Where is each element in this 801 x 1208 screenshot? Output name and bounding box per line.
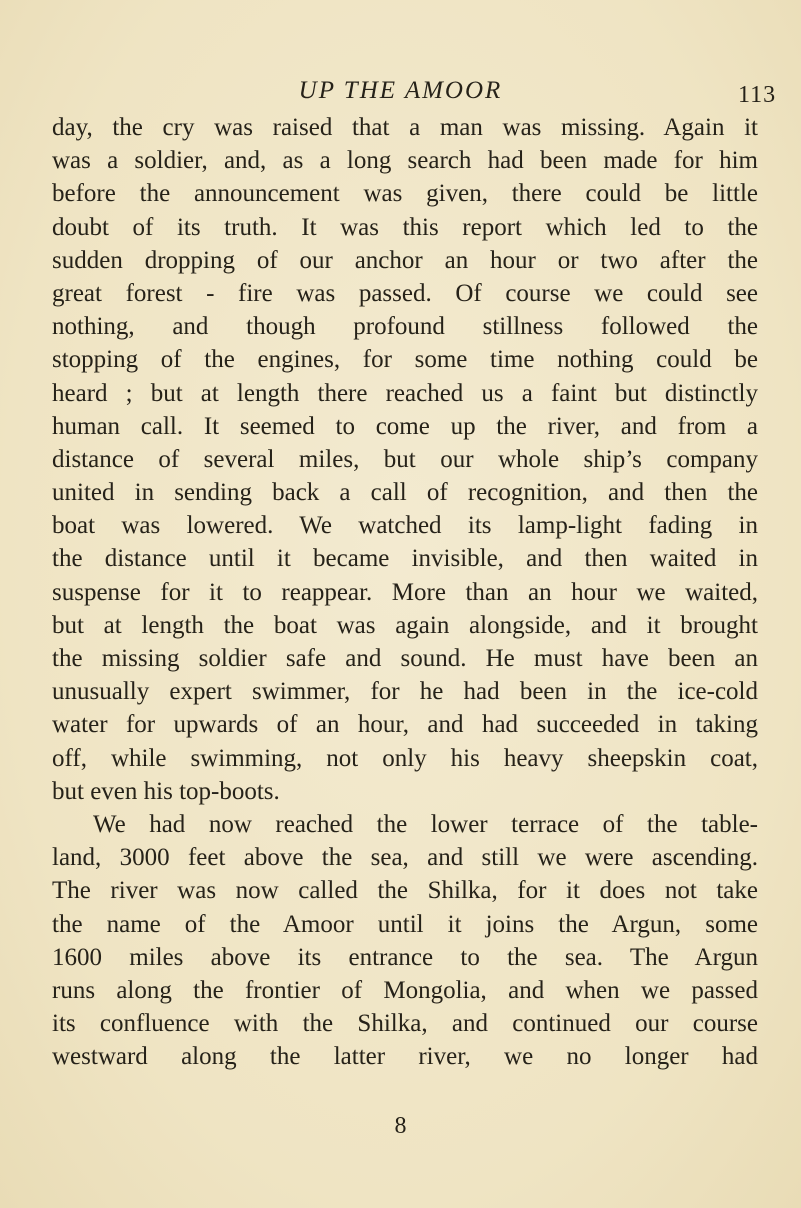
running-head: UP THE AMOOR [298, 77, 503, 104]
text-line: The river was now called the Shilka, for it does not take [52, 877, 758, 905]
text-line: the distance until it became invisible, and then waited in [52, 545, 758, 573]
text-line: before the announcement was given, there could be little [52, 180, 758, 208]
text-line: heard ; but at length there reached us a faint but distinctly [52, 379, 758, 407]
text-line: stopping of the engines, for some time nothing could be [52, 346, 758, 374]
text-line: runs along the frontier of Mongolia, and when we passed [52, 976, 758, 1004]
text-line: day, the cry was raised that a man was missing. Again it [52, 114, 758, 141]
text-line: nothing, and though profound stillness followed the [52, 313, 758, 341]
text-line: its confluence with the Shilka, and continued our course [52, 1010, 758, 1038]
text-line: united in sending back a call of recognition, and then the [52, 479, 758, 507]
text-line: the missing soldier safe and sound. He must have been an [52, 645, 758, 672]
text-line: the name of the Amoor until it joins the Argun, some [52, 910, 758, 938]
text-line: boat was lowered. We watched its lamp-light fading in [52, 512, 758, 540]
paragraph-start-line: We had now reached the lower terrace of the table- [93, 810, 758, 838]
text-line: unusually expert swimmer, for he had been in the ice-cold [52, 678, 758, 706]
text-line: great forest - fire was passed. Of course we could see [52, 279, 758, 307]
text-line: 1600 miles above its entrance to the sea. The Argun [52, 943, 758, 971]
text-line: land, 3000 feet above the sea, and still we were ascending. [52, 844, 758, 872]
text-line: but at length the boat was again alongside, and it brought [52, 611, 758, 639]
body-text [52, 111, 758, 1073]
text-line: westward along the latter river, we no longer had [52, 1043, 758, 1071]
text-line: off, while swimming, not only his heavy sheepskin coat, [52, 744, 758, 772]
text-line: suspense for it to reappear. More than an hour we waited, [52, 578, 758, 606]
text-line: distance of several miles, but our whole ship’s company [52, 445, 758, 473]
text-line: was a soldier, and, as a long search had been made for him [52, 147, 758, 175]
signature-mark: 8 [394, 1113, 407, 1139]
page-number: 113 [738, 82, 777, 108]
text-line: human call. It seemed to come up the river, and from a [52, 412, 758, 440]
text-line: water for upwards of an hour, and had succeeded in taking [52, 711, 758, 739]
text-line: doubt of its truth. It was this report which led to the [52, 213, 758, 241]
text-line: sudden dropping of our anchor an hour or two after the [52, 246, 758, 274]
paragraph-end-line: but even his top-boots. [52, 777, 280, 805]
